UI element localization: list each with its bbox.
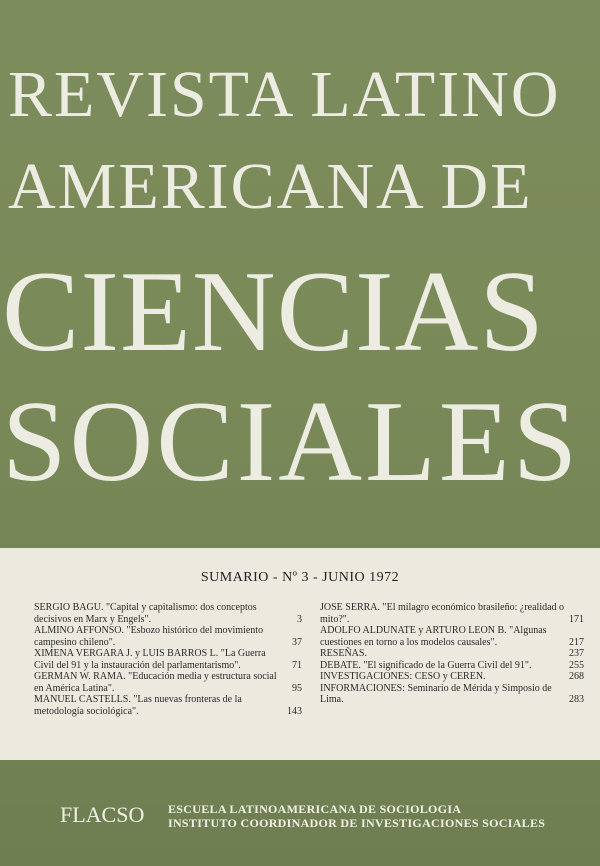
- contents-entry: [320, 602, 584, 625]
- entry-text: XIMENA VERGARA J. y LUIS BARROS L. "La Guerra Civil del 91 y la instauración del parlamentarismo".: [34, 648, 266, 671]
- contents-right-column: [320, 602, 584, 706]
- contents-heading: SUMARIO - Nº 3 - JUNIO 1972: [200, 570, 400, 585]
- contents-entry: [34, 625, 302, 648]
- publisher-line-2: INSTITUTO COORDINADOR DE INVESTIGACIONES SOCIALES: [168, 816, 546, 830]
- contents-entry: [34, 694, 302, 717]
- entry-page: 237: [569, 648, 584, 659]
- title-line-2: AMERICANA DE: [8, 150, 533, 223]
- entry-text: ADOLFO ALDUNATE y ARTURO LEON B. "Algunas cuestiones en torno a los modelos causales".: [320, 625, 547, 648]
- contents-left-column: [34, 602, 302, 717]
- contents-entry: [320, 671, 584, 683]
- contents-entry: [34, 648, 302, 671]
- publisher-logo: FLACSO: [60, 802, 145, 827]
- title-line-3: CIENCIAS: [2, 248, 545, 376]
- entry-text: INVESTIGACIONES: CESO y CEREN.: [320, 671, 486, 682]
- entry-text: DEBATE. "El significado de la Guerra Civil del 91".: [320, 659, 532, 671]
- entry-page: 217: [569, 636, 584, 648]
- entry-text: RESEÑAS.: [320, 648, 367, 659]
- entry-page: 71: [292, 659, 302, 671]
- entry-page: 143: [287, 705, 302, 717]
- contents-entry: [34, 671, 302, 694]
- entry-text: INFORMACIONES: Seminario de Mérida y Simposio de Lima.: [320, 682, 552, 705]
- entry-page: 283: [569, 694, 584, 705]
- entry-page: 3: [297, 613, 302, 625]
- entry-text: JOSE SERRA. "El milagro económico brasileño: ¿realidad o mito?".: [320, 602, 565, 625]
- contents-entry: [320, 660, 584, 672]
- contents-entry: [320, 625, 584, 648]
- entry-page: 37: [292, 636, 302, 648]
- publisher-footer: [60, 800, 580, 836]
- entry-page: 95: [292, 682, 302, 694]
- publisher-line-1: ESCUELA LATINOAMERICANA DE SOCIOLOGIA: [168, 802, 462, 816]
- entry-text: ALMINO AFFONSO. "Esbozo histórico del movimiento campesino chileno".: [34, 625, 264, 648]
- contents-entry: [320, 683, 584, 706]
- entry-text: SERGIO BAGU. "Capital y capitalismo: dos conceptos decisivos en Marx y Engels".: [34, 602, 257, 625]
- table-of-contents: [0, 548, 600, 760]
- title-line-4: SOCIALES: [2, 378, 581, 506]
- entry-page: 171: [569, 613, 584, 625]
- contents-entry: [34, 602, 302, 625]
- contents-entry: [320, 648, 584, 660]
- entry-page: 268: [569, 671, 584, 682]
- publisher-names: [168, 802, 545, 830]
- entry-page: 255: [569, 659, 584, 671]
- title-line-1: REVISTA LATINO: [8, 58, 561, 131]
- entry-text: GERMAN W. RAMA. "Educación media y estructura social en América Latina".: [34, 671, 277, 694]
- entry-text: MANUEL CASTELLS. "Las nuevas fronteras de la metodología sociológica".: [34, 694, 242, 717]
